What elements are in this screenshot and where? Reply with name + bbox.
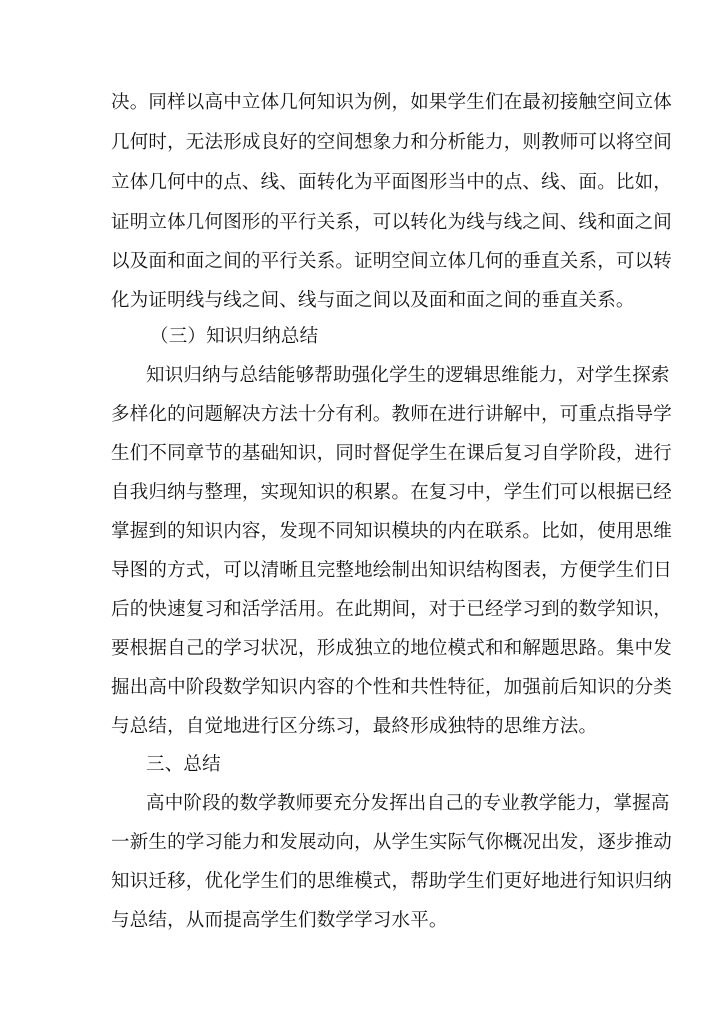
paragraph-2-line: 与总结，自觉地进行区分练习，最終形成独特的思维方法。 [111,716,598,737]
paragraph-2-line: 多样化的问题解决方法十分有利。教师在进行讲解中，可重点指导学 [111,404,673,425]
section-heading: 三、总结 [146,754,221,775]
paragraph-2-line: 知识归纳与总结能够帮助强化学生的逻辑思维能力，对学生探索 [146,365,670,386]
paragraph-1-line: 证明立体几何图形的平行关系，可以转化为线与线之间、线和面之间 [111,212,673,233]
paragraph-1-line: 立体几何中的点、线、面转化为平面图形当中的点、线、面。比如， [111,172,673,193]
paragraph-1-line: 以及面和面之间的平行关系。证明空间立体几何的垂直关系，可以转 [111,251,673,272]
paragraph-2-line: 要根据自己的学习状况，形成独立的地位模式和和解题思路。集中发 [111,638,673,659]
paragraph-2-line: 后的快速复习和活学活用。在此期间，对于已经学习到的数学知识， [111,599,673,620]
section-subheading: （三）知识归纳总结 [150,326,319,347]
paragraph-2-line: 导图的方式，可以清晰且完整地绘制出知识结构图表，方便学生们日 [111,560,673,581]
paragraph-2-line: 掘出高中阶段数学知识内容的个性和共性特征，加强前后知识的分类 [111,677,673,698]
paragraph-1-line: 几何时，无法形成良好的空间想象力和分析能力，则教师可以将空间 [111,132,673,153]
paragraph-3-line: 高中阶段的数学教师要充分发挥出自己的专业教学能力，掌握高 [146,793,670,814]
paragraph-2-line: 自我归纳与整理，实现知识的积累。在复习中，学生们可以根据已经 [111,482,673,503]
paragraph-1-line: 决。同样以高中立体几何知识为例，如果学生们在最初接触空间立体 [111,92,673,113]
paragraph-2-line: 生们不同章节的基础知识，同时督促学生在课后复习自学阶段，进行 [111,443,673,464]
paragraph-2-line: 掌握到的知识内容，发现不同知识模块的内在联系。比如，使用思维 [111,521,673,542]
paragraph-3-line: 一新生的学习能力和发展动向，从学生实际气你概况出发，逐步推动 [111,832,673,853]
paragraph-3-line: 知识迁移，优化学生们的思维模式，帮助学生们更好地进行知识归纳 [111,871,673,892]
paragraph-3-line: 与总结，从而提高学生们数学学习水平。 [111,910,448,931]
paragraph-1-line: 化为证明线与线之间、线与面之间以及面和面之间的垂直关系。 [111,290,635,311]
